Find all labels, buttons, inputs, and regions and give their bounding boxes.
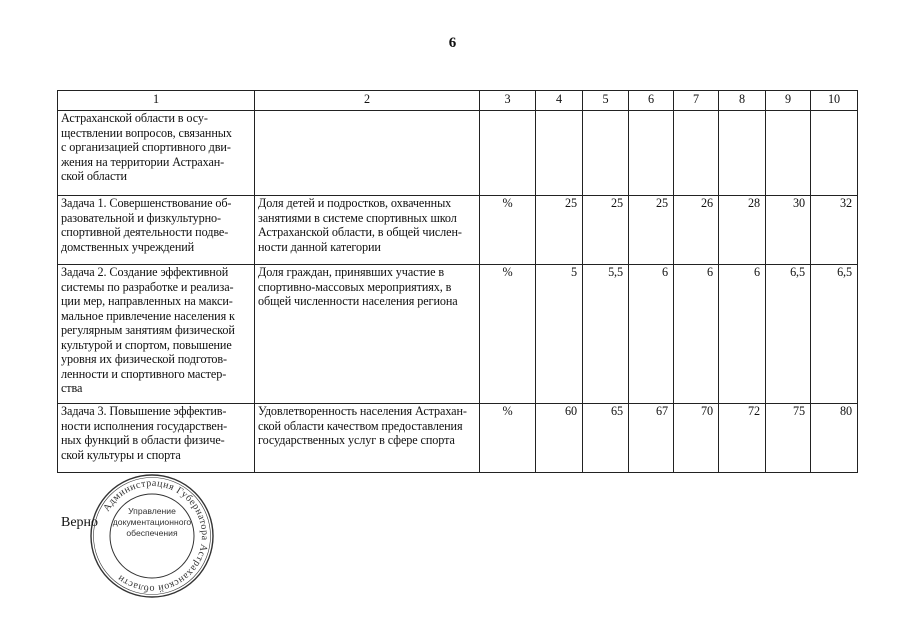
- value-cell: 70: [674, 404, 719, 473]
- stamp-ring-text: Администрация Губернатора Астраханской области: [101, 477, 211, 595]
- header-cell: 6: [629, 91, 674, 111]
- value-cell: 6: [674, 265, 719, 404]
- official-stamp: [88, 472, 216, 600]
- table-row: [58, 265, 858, 404]
- page-number: 6: [448, 35, 457, 51]
- header-cell: 7: [674, 91, 719, 111]
- value-cell: [536, 111, 583, 196]
- stamp-inner-line: Управление: [128, 506, 176, 516]
- value-cell: 28: [719, 196, 766, 265]
- indicator-cell: Доля граждан, принявших участие в спортивно-массовых мероприятиях, в общей численности населения региона: [255, 265, 480, 404]
- value-cell: 25: [536, 196, 583, 265]
- value-cell: 6,5: [811, 265, 858, 404]
- unit-cell: %: [480, 265, 536, 404]
- value-cell: 67: [629, 404, 674, 473]
- indicator-cell: Удовлетворенность населения Астрахан- ской области качеством предоставления государственных услуг в сфере спорта: [255, 404, 480, 473]
- value-cell: 80: [811, 404, 858, 473]
- stamp-inner-text: [108, 506, 196, 539]
- value-cell: 6: [719, 265, 766, 404]
- table-header-row: [58, 91, 858, 111]
- stamp-inner-line: документационного: [112, 517, 192, 527]
- header-cell: 2: [255, 91, 480, 111]
- verno-label: Верно: [61, 515, 99, 530]
- value-cell: 75: [766, 404, 811, 473]
- value-cell: [811, 111, 858, 196]
- value-cell: 60: [536, 404, 583, 473]
- task-cell: Задача 3. Повышение эффектив- ности исполнения государствен- ных функций в области физиче- ской культуры и спорта: [58, 404, 255, 473]
- value-cell: 25: [583, 196, 629, 265]
- unit-cell: [480, 111, 536, 196]
- header-cell: 10: [811, 91, 858, 111]
- value-cell: 30: [766, 196, 811, 265]
- table-row: [58, 404, 858, 473]
- header-cell: 5: [583, 91, 629, 111]
- value-cell: 25: [629, 196, 674, 265]
- indicator-cell: Доля детей и подростков, охваченных занятиями в системе спортивных школ Астраханской области, в общей числен- ности данной категории: [255, 196, 480, 265]
- indicator-cell: [255, 111, 480, 196]
- task-cell: Астраханской области в осу- ществлении вопросов, связанных с организацией спортивного дви- жения на территории Астрахан- ской области: [58, 111, 255, 196]
- unit-cell: %: [480, 404, 536, 473]
- value-cell: 5,5: [583, 265, 629, 404]
- value-cell: [674, 111, 719, 196]
- header-cell: 9: [766, 91, 811, 111]
- value-cell: [629, 111, 674, 196]
- task-cell: Задача 2. Создание эффективной системы по разработке и реализа- ции мер, направленных на макси- мальное привлечение населения к регулярным занятиям физической культурой и спортом, повышение уровня их физической подготов- ленности и спортивного мастер- ства: [58, 265, 255, 404]
- task-cell: Задача 1. Совершенствование об- разовательной и физкультурно- спортивной деятельности подве- домственных учреждений: [58, 196, 255, 265]
- header-cell: 8: [719, 91, 766, 111]
- value-cell: 32: [811, 196, 858, 265]
- header-cell: 1: [58, 91, 255, 111]
- header-cell: 3: [480, 91, 536, 111]
- value-cell: [766, 111, 811, 196]
- stamp-inner-line: обеспечения: [126, 528, 178, 538]
- table-row: [58, 111, 858, 196]
- table-row: [58, 196, 858, 265]
- value-cell: 26: [674, 196, 719, 265]
- value-cell: 6,5: [766, 265, 811, 404]
- value-cell: [583, 111, 629, 196]
- value-cell: [719, 111, 766, 196]
- indicators-table: [57, 90, 858, 473]
- header-cell: 4: [536, 91, 583, 111]
- value-cell: 72: [719, 404, 766, 473]
- value-cell: 6: [629, 265, 674, 404]
- unit-cell: %: [480, 196, 536, 265]
- value-cell: 5: [536, 265, 583, 404]
- value-cell: 65: [583, 404, 629, 473]
